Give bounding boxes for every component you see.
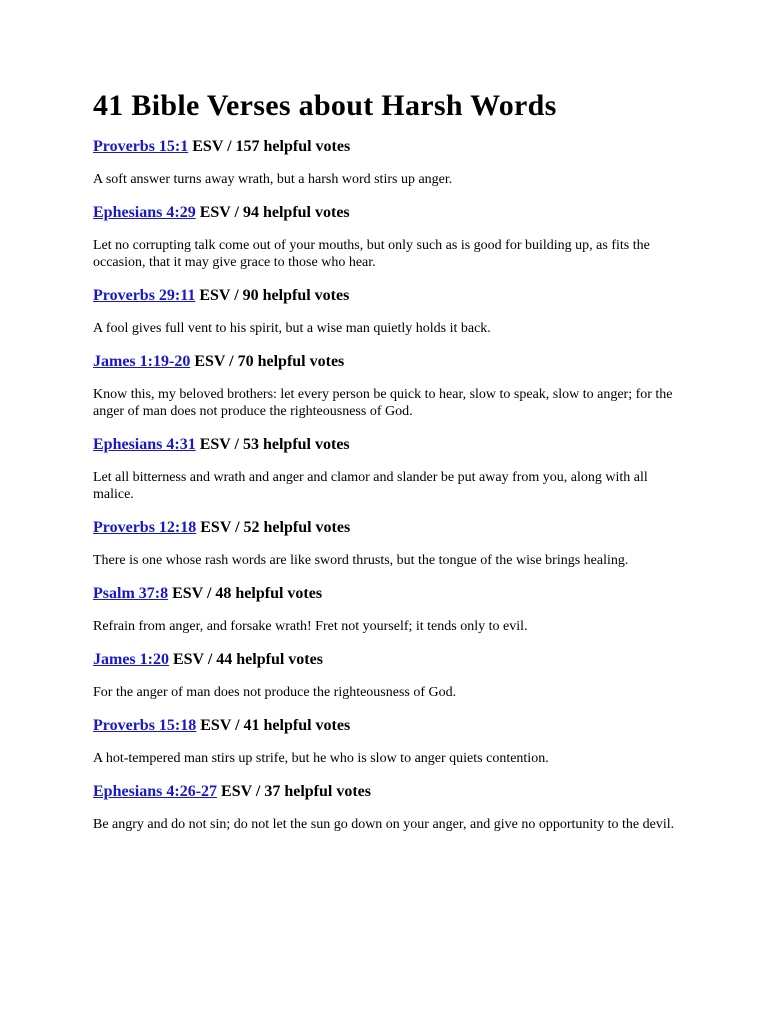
verse-reference-link[interactable]: Ephesians 4:29 <box>93 204 196 221</box>
verse-item <box>93 518 688 569</box>
verse-item <box>93 584 688 635</box>
verse-heading <box>93 650 688 670</box>
verse-meta: ESV / 48 helpful votes <box>172 585 323 602</box>
verse-text: Let all bitterness and wrath and anger and clamor and slander be put away from you, along with all malice. <box>93 470 648 502</box>
verse-list <box>93 137 688 833</box>
verse-item <box>93 352 688 420</box>
verse-meta: ESV / 52 helpful votes <box>200 519 351 536</box>
verse-item <box>93 782 688 833</box>
verse-reference-link[interactable]: Proverbs 15:1 <box>93 138 189 155</box>
verse-reference-link[interactable]: Proverbs 15:18 <box>93 717 197 734</box>
verse-text: For the anger of man does not produce the righteousness of God. <box>93 685 457 700</box>
verse-text: A hot-tempered man stirs up strife, but he who is slow to anger quiets contention. <box>93 751 549 766</box>
verse-meta: ESV / 41 helpful votes <box>200 717 351 734</box>
verse-heading <box>93 782 688 802</box>
verse-heading <box>93 435 688 455</box>
verse-text: Let no corrupting talk come out of your mouths, but only such as is good for building up, as fits the occasion, that it may give grace to those who hear. <box>93 238 650 270</box>
verse-item <box>93 137 688 188</box>
verse-text: Refrain from anger, and forsake wrath! Fret not yourself; it tends only to evil. <box>93 619 528 634</box>
verse-item <box>93 716 688 767</box>
verse-heading <box>93 203 688 223</box>
verse-heading <box>93 518 688 538</box>
verse-text: A fool gives full vent to his spirit, but a wise man quietly holds it back. <box>93 321 491 336</box>
verse-reference-link[interactable]: Proverbs 29:11 <box>93 287 196 304</box>
verse-meta: ESV / 157 helpful votes <box>192 138 351 155</box>
verse-heading <box>93 137 688 157</box>
verse-heading <box>93 716 688 736</box>
verse-item <box>93 203 688 271</box>
page-title: 41 Bible Verses about Harsh Words <box>93 89 557 122</box>
verse-item <box>93 650 688 701</box>
verse-text: There is one whose rash words are like sword thrusts, but the tongue of the wise brings healing. <box>93 553 629 568</box>
verse-meta: ESV / 53 helpful votes <box>199 436 350 453</box>
verse-reference-link[interactable]: James 1:20 <box>93 651 169 668</box>
verse-text: A soft answer turns away wrath, but a harsh word stirs up anger. <box>93 172 453 187</box>
verse-reference-link[interactable]: James 1:19-20 <box>93 353 191 370</box>
verse-text: Be angry and do not sin; do not let the sun go down on your anger, and give no opportunity to the devil. <box>93 817 675 832</box>
verse-reference-link[interactable]: Psalm 37:8 <box>93 585 169 602</box>
verse-heading <box>93 352 688 372</box>
verse-reference-link[interactable]: Ephesians 4:31 <box>93 436 196 453</box>
verse-reference-link[interactable]: Ephesians 4:26-27 <box>93 783 218 800</box>
verse-heading <box>93 286 688 306</box>
verse-meta: ESV / 70 helpful votes <box>194 353 345 370</box>
verse-text: Know this, my beloved brothers: let every person be quick to hear, slow to speak, slow to anger; for the anger of man does not produce the righteousness of God. <box>93 387 673 419</box>
verse-meta: ESV / 37 helpful votes <box>221 783 371 800</box>
verse-heading <box>93 584 688 604</box>
verse-reference-link[interactable]: Proverbs 12:18 <box>93 519 197 536</box>
verse-meta: ESV / 90 helpful votes <box>199 287 350 304</box>
verse-item <box>93 286 688 337</box>
verse-item <box>93 435 688 503</box>
verse-meta: ESV / 44 helpful votes <box>172 651 323 668</box>
verse-meta: ESV / 94 helpful votes <box>199 204 350 221</box>
